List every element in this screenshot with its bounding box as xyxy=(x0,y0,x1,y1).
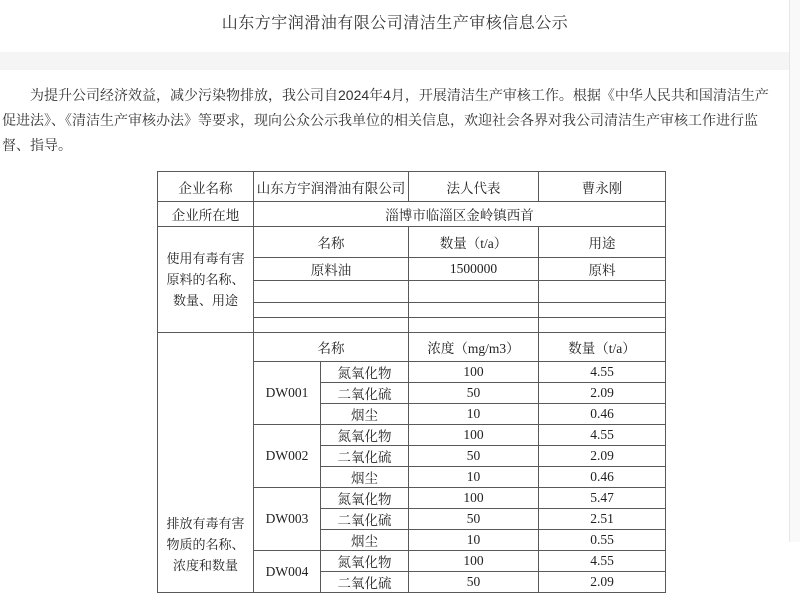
material-quantity xyxy=(409,318,539,333)
material-name xyxy=(254,281,409,303)
legal-rep-value: 曹永刚 xyxy=(539,172,666,202)
material-use xyxy=(539,318,666,333)
pollutant-concentration: 100 xyxy=(409,488,539,509)
pollutant-concentration: 100 xyxy=(409,425,539,446)
pollutant-name: 二氧化硫 xyxy=(321,446,409,467)
pollutant-quantity: 0.46 xyxy=(539,404,666,425)
address-label: 企业所在地 xyxy=(158,202,254,227)
pollutant-name: 烟尘 xyxy=(321,530,409,551)
pollutant-quantity: 2.09 xyxy=(539,383,666,404)
pollutant-name: 氮氧化物 xyxy=(321,488,409,509)
outlet-code: DW004 xyxy=(254,551,321,593)
pollutant-name: 二氧化硫 xyxy=(321,572,409,593)
material-quantity: 1500000 xyxy=(409,258,539,281)
pollutant-name: 烟尘 xyxy=(321,404,409,425)
divider-band xyxy=(0,52,790,70)
material-use: 原料 xyxy=(539,258,666,281)
pollutant-concentration: 50 xyxy=(409,572,539,593)
pollutant-quantity: 2.51 xyxy=(539,509,666,530)
materials-col-name: 名称 xyxy=(254,227,409,258)
pollutant-concentration: 50 xyxy=(409,509,539,530)
material-use xyxy=(539,281,666,303)
legal-rep-label: 法人代表 xyxy=(409,172,539,202)
emissions-col-name: 名称 xyxy=(254,333,409,362)
outlet-code: DW001 xyxy=(254,362,321,425)
pollutant-quantity: 5.47 xyxy=(539,488,666,509)
emissions-section-label: 排放有毒有害物质的名称、浓度和数量 xyxy=(158,333,254,593)
pollutant-quantity: 0.55 xyxy=(539,530,666,551)
pollutant-quantity: 2.09 xyxy=(539,446,666,467)
outlet-code: DW003 xyxy=(254,488,321,551)
materials-section-label: 使用有毒有害原料的名称、数量、用途 xyxy=(158,227,254,333)
pollutant-name: 烟尘 xyxy=(321,467,409,488)
material-name xyxy=(254,318,409,333)
pollutant-concentration: 50 xyxy=(409,446,539,467)
emissions-col-quantity: 数量（t/a） xyxy=(539,333,666,362)
pollutant-concentration: 100 xyxy=(409,362,539,383)
material-use xyxy=(539,303,666,318)
pollutant-name: 氮氧化物 xyxy=(321,425,409,446)
material-name: 原料油 xyxy=(254,258,409,281)
pollutant-concentration: 10 xyxy=(409,404,539,425)
pollutant-name: 氮氧化物 xyxy=(321,551,409,572)
materials-col-quantity: 数量（t/a） xyxy=(409,227,539,258)
company-name-value: 山东方宇润滑油有限公司 xyxy=(254,172,409,202)
pollutant-concentration: 50 xyxy=(409,383,539,404)
info-table xyxy=(157,171,666,593)
pollutant-concentration: 10 xyxy=(409,467,539,488)
pollutant-quantity: 2.09 xyxy=(539,572,666,593)
intro-paragraph: 为提升公司经济效益，减少污染物排放，我公司自2024年4月，开展清洁生产审核工作。根据《中华人民共和国清洁生产促进法》、《清洁生产审核办法》等要求，现向公众公示我单位的相关信息，欢迎社会各界对我公司清洁生产审核工作进行监督、指导。 xyxy=(2,87,769,153)
emissions-col-concentration: 浓度（mg/m3） xyxy=(409,333,539,362)
pollutant-quantity: 4.55 xyxy=(539,362,666,383)
pollutant-quantity: 0.46 xyxy=(539,467,666,488)
outlet-code: DW002 xyxy=(254,425,321,488)
material-quantity xyxy=(409,281,539,303)
scrollbar-track[interactable] xyxy=(789,0,800,542)
material-name xyxy=(254,303,409,318)
table-row-company xyxy=(158,172,666,202)
company-name-label: 企业名称 xyxy=(158,172,254,202)
pollutant-name: 氮氧化物 xyxy=(321,362,409,383)
materials-header-row xyxy=(158,227,666,258)
pollutant-concentration: 10 xyxy=(409,530,539,551)
material-quantity xyxy=(409,303,539,318)
page-title: 山东方宇润滑油有限公司清洁生产审核信息公示 xyxy=(221,15,569,32)
materials-col-use: 用途 xyxy=(539,227,666,258)
table-row-address xyxy=(158,202,666,227)
emissions-header-row xyxy=(158,333,666,362)
address-value: 淄博市临淄区金岭镇西首 xyxy=(254,202,666,227)
pollutant-name: 二氧化硫 xyxy=(321,509,409,530)
pollutant-quantity: 4.55 xyxy=(539,425,666,446)
pollutant-concentration: 100 xyxy=(409,551,539,572)
pollutant-quantity: 4.55 xyxy=(539,551,666,572)
pollutant-name: 二氧化硫 xyxy=(321,383,409,404)
